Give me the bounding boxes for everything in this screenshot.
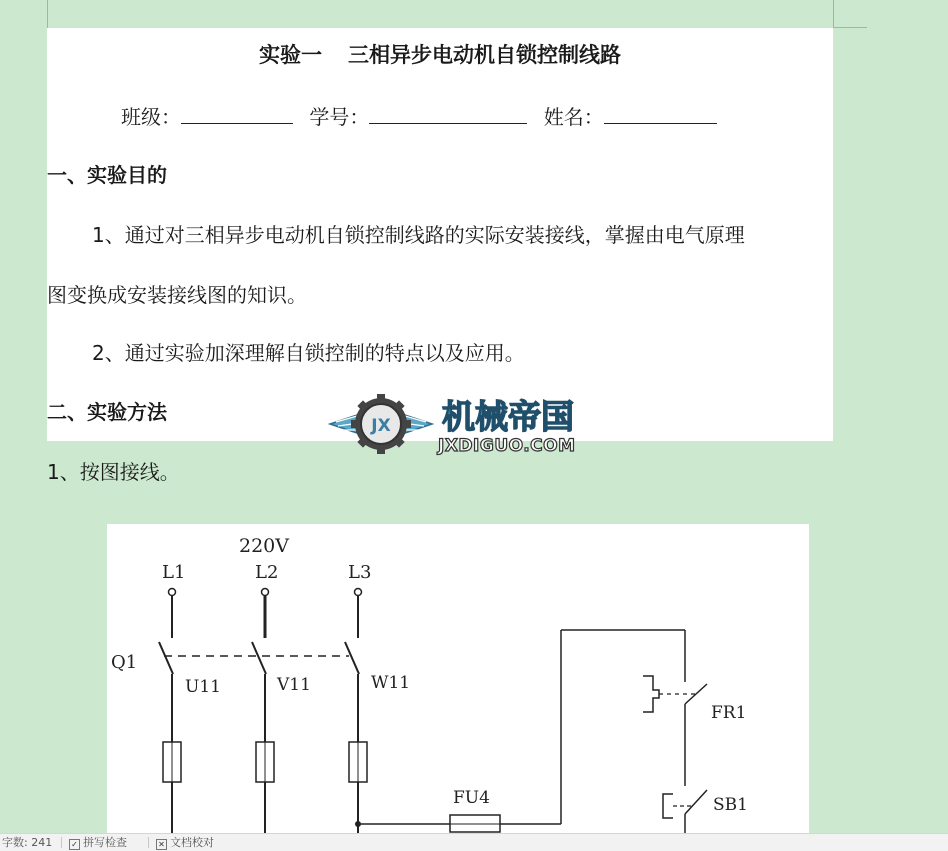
line-label-l3: L3 bbox=[348, 562, 372, 583]
student-id-label: 学号： bbox=[309, 105, 370, 129]
margin-mark-right bbox=[833, 0, 834, 28]
document-title bbox=[0, 42, 880, 68]
student-info-line bbox=[121, 103, 717, 130]
class-blank[interactable] bbox=[181, 103, 293, 124]
class-label: 班级： bbox=[121, 105, 181, 129]
status-bar bbox=[0, 833, 948, 851]
paragraph-purpose-1-line-2: 图变换成安装接线图的知识。 bbox=[47, 283, 307, 307]
section-heading-purpose: 一、实验目的 bbox=[47, 163, 167, 187]
button-label-sb1: SB1 bbox=[713, 795, 748, 815]
status-separator bbox=[61, 837, 62, 848]
doc-check-toggle[interactable] bbox=[156, 834, 214, 851]
terminal-label-u11: U11 bbox=[185, 677, 221, 697]
spell-check-label: 拼写检查 bbox=[83, 836, 127, 849]
spell-check-toggle[interactable] bbox=[69, 834, 127, 851]
student-id-blank[interactable] bbox=[369, 103, 527, 124]
status-separator bbox=[148, 837, 149, 848]
title-experiment-number: 实验一 bbox=[259, 43, 322, 67]
watermark-brand-en: JXDIGUO.COM bbox=[438, 436, 576, 456]
name-label: 姓名： bbox=[543, 105, 604, 129]
method-step-1: 1、按图接线。 bbox=[47, 460, 180, 484]
word-count: 字数: 241 bbox=[2, 836, 53, 849]
checkbox-icon: ✓ bbox=[69, 839, 80, 850]
paragraph-purpose-1-line-1: 1、通过对三相异步电动机自锁控制线路的实际安装接线，掌握由电气原理 bbox=[92, 223, 745, 247]
watermark-brand-cn: 机械帝国 bbox=[442, 397, 574, 436]
margin-mark-left bbox=[47, 0, 48, 28]
relay-label-fr1: FR1 bbox=[711, 703, 747, 723]
line-label-l2: L2 bbox=[255, 562, 279, 583]
watermark-logo bbox=[326, 392, 620, 458]
name-blank[interactable] bbox=[604, 103, 717, 124]
doc-check-label: 文档校对 bbox=[170, 836, 214, 849]
terminal-label-w11: W11 bbox=[371, 673, 411, 693]
emblem-letters: JX bbox=[371, 416, 391, 436]
terminal-label-v11: V11 bbox=[277, 675, 311, 695]
circuit-diagram bbox=[107, 524, 809, 834]
checkbox-icon: ✕ bbox=[156, 839, 167, 850]
paragraph-purpose-2: 2、通过实验加深理解自锁控制的特点以及应用。 bbox=[92, 341, 525, 365]
voltage-label: 220V bbox=[239, 535, 289, 557]
line-label-l1: L1 bbox=[162, 562, 186, 583]
section-heading-method: 二、实验方法 bbox=[47, 400, 167, 424]
fuse-label-fu4: FU4 bbox=[453, 788, 490, 808]
switch-label-q1: Q1 bbox=[111, 652, 138, 673]
title-experiment-name: 三相异步电动机自锁控制线路 bbox=[348, 43, 621, 67]
margin-mark-right-h bbox=[833, 27, 867, 28]
